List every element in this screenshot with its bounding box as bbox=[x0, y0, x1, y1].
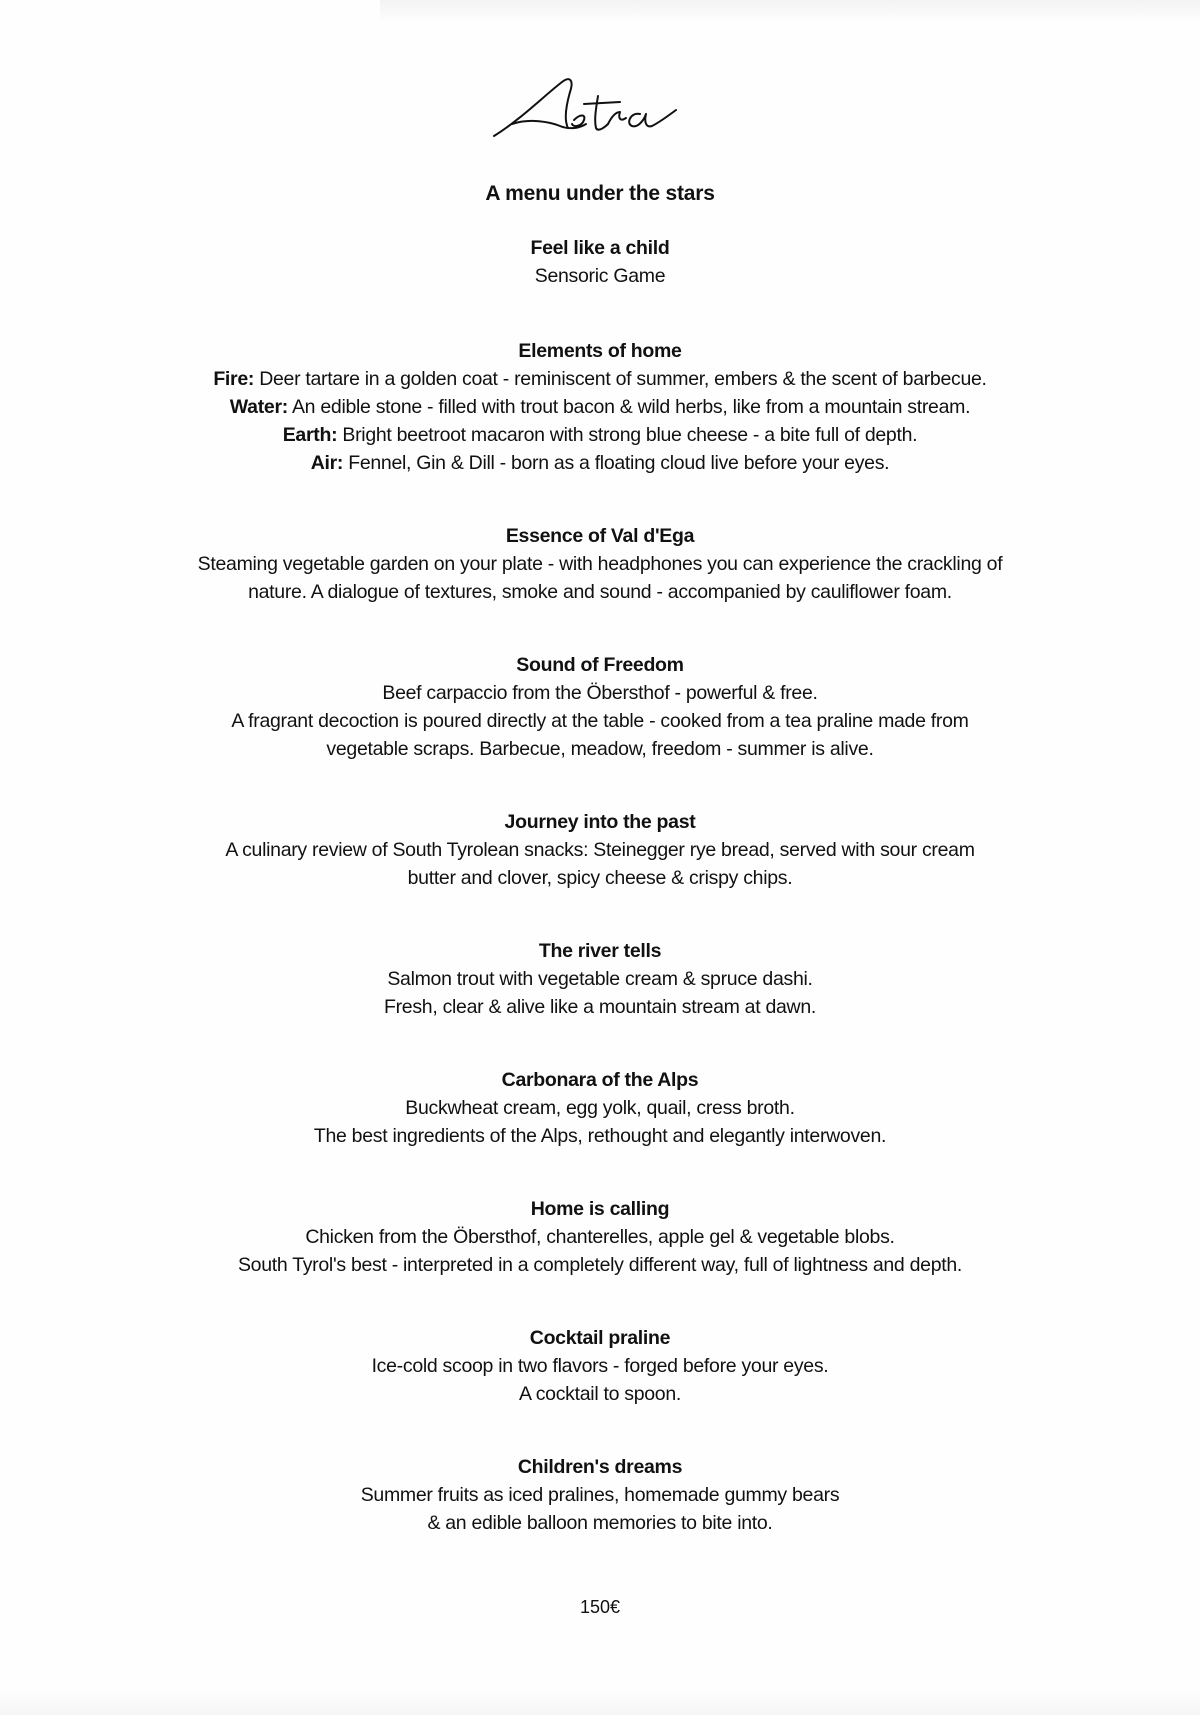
course-journey-into-the-past bbox=[60, 808, 1140, 892]
course-title: Carbonara of the Alps bbox=[501, 1069, 699, 1091]
course-feel-like-a-child bbox=[60, 234, 1140, 290]
course-description: Fresh, clear & alive like a mountain stream at dawn. bbox=[383, 996, 816, 1018]
element-fire bbox=[60, 365, 1140, 393]
course-title: Children's dreams bbox=[517, 1456, 683, 1478]
course-carbonara-of-the-alps bbox=[60, 1066, 1140, 1150]
element-description: Fennel, Gin & Dill - born as a floating cloud live before your eyes. bbox=[343, 452, 890, 474]
menu-subtitle: A menu under the stars bbox=[485, 182, 715, 205]
menu-price: 150€ bbox=[579, 1597, 621, 1617]
course-title: Feel like a child bbox=[530, 237, 670, 259]
scan-shadow-top bbox=[380, 0, 1200, 22]
course-description: Ice-cold scoop in two flavors - forged before your eyes. bbox=[371, 1355, 829, 1377]
course-description: nature. A dialogue of textures, smoke and sound - accompanied by cauliflower foam. bbox=[248, 581, 952, 603]
course-description: Steaming vegetable garden on your plate - with headphones you can experience the crackling of bbox=[197, 553, 1003, 575]
course-description: Chicken from the Öbersthof, chanterelles, apple gel & vegetable blobs. bbox=[305, 1226, 895, 1248]
element-description: An edible stone - filled with trout bacon & wild herbs, like from a mountain stream. bbox=[287, 396, 971, 418]
course-title: Journey into the past bbox=[504, 811, 696, 833]
course-description: A fragrant decoction is poured directly at the table - cooked from a tea praline made from bbox=[231, 710, 969, 732]
astra-logo bbox=[490, 70, 710, 150]
element-air bbox=[60, 449, 1140, 477]
course-title: Elements of home bbox=[518, 340, 682, 362]
course-title: Essence of Val d'Ega bbox=[505, 525, 695, 547]
course-description: vegetable scraps. Barbecue, meadow, freedom - summer is alive. bbox=[326, 738, 874, 760]
course-description: A culinary review of South Tyrolean snacks: Steinegger rye bread, served with sour cream bbox=[225, 839, 975, 861]
course-sound-of-freedom bbox=[60, 651, 1140, 763]
course-description: Buckwheat cream, egg yolk, quail, cress broth. bbox=[405, 1097, 795, 1119]
course-title: Home is calling bbox=[530, 1198, 670, 1220]
scan-shadow-bottom bbox=[0, 1690, 1200, 1715]
course-description: The best ingredients of the Alps, rethought and elegantly interwoven. bbox=[313, 1125, 887, 1147]
element-description: Deer tartare in a golden coat - reminiscent of summer, embers & the scent of barbecue. bbox=[254, 368, 987, 390]
course-description: & an edible balloon memories to bite into. bbox=[427, 1512, 773, 1534]
course-cocktail-praline bbox=[60, 1324, 1140, 1408]
course-description: Salmon trout with vegetable cream & spruce dashi. bbox=[387, 968, 813, 990]
course-description: South Tyrol's best - interpreted in a completely different way, full of lightness and depth. bbox=[237, 1254, 963, 1276]
course-description: Summer fruits as iced pralines, homemade gummy bears bbox=[360, 1484, 840, 1506]
course-description: Sensoric Game bbox=[534, 265, 666, 287]
course-title: Sound of Freedom bbox=[516, 654, 684, 676]
course-description: butter and clover, spicy cheese & crispy chips. bbox=[407, 867, 793, 889]
element-label: Water: bbox=[229, 396, 288, 418]
course-childrens-dreams bbox=[60, 1453, 1140, 1537]
course-description: Beef carpaccio from the Öbersthof - powerful & free. bbox=[382, 682, 818, 704]
course-title: Cocktail praline bbox=[529, 1327, 671, 1349]
element-water bbox=[60, 393, 1140, 421]
course-essence-of-val-dega bbox=[60, 522, 1140, 606]
course-home-is-calling bbox=[60, 1195, 1140, 1279]
course-description: A cocktail to spoon. bbox=[518, 1383, 682, 1405]
course-title: The river tells bbox=[538, 940, 662, 962]
course-the-river-tells bbox=[60, 937, 1140, 1021]
element-label: Fire: bbox=[213, 368, 255, 390]
element-description: Bright beetroot macaron with strong blue cheese - a bite full of depth. bbox=[337, 424, 918, 446]
element-label: Air: bbox=[310, 452, 344, 474]
element-earth bbox=[60, 421, 1140, 449]
course-elements-of-home bbox=[60, 337, 1140, 477]
element-label: Earth: bbox=[282, 424, 338, 446]
